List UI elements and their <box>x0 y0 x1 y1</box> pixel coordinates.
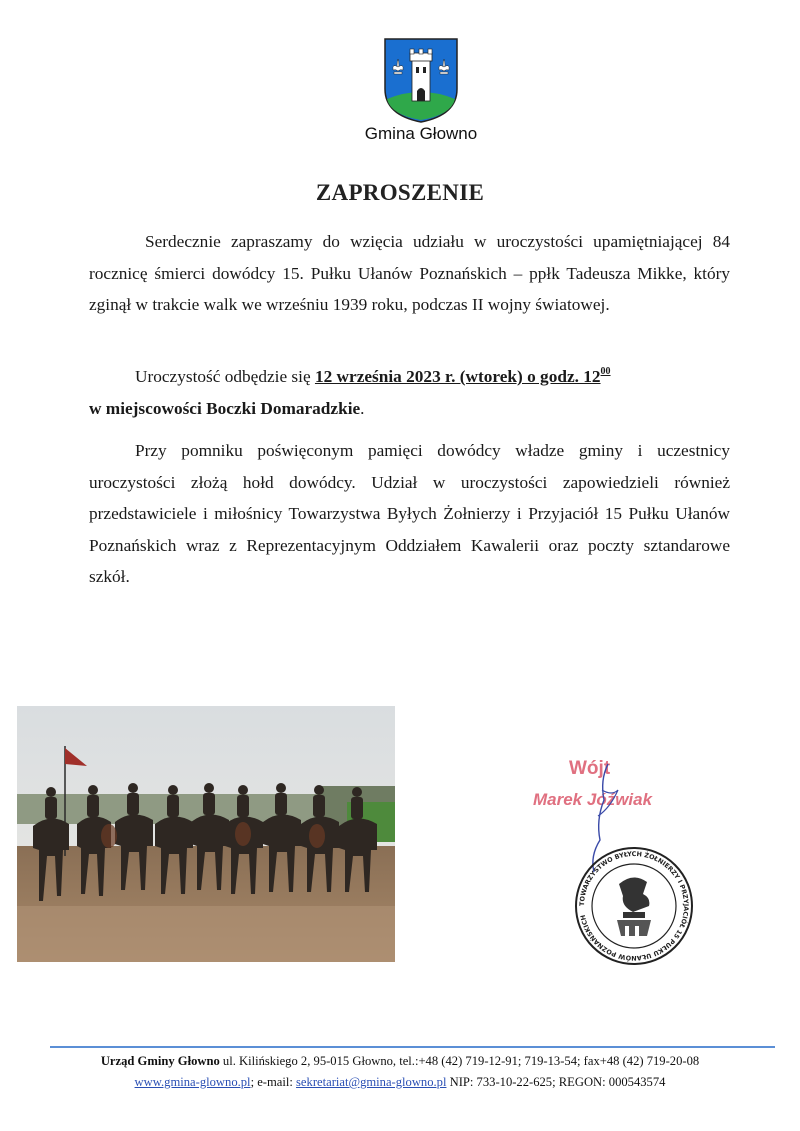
stamp-text: TOWARZYSTWO BYŁYCH ŻOŁNIERZY I PRZYJACIÓŁ 15 PUŁKU UŁANÓW POZNAŃSKICH <box>577 849 691 963</box>
website-link[interactable]: www.gmina-glowno.pl <box>134 1075 251 1089</box>
gmina-name: Gmina Głowno <box>364 124 478 143</box>
document-title: ZAPROSZENIE <box>315 180 485 205</box>
footer-divider <box>50 1046 775 1048</box>
event-date: 12 września 2023 r. (wtorek) o godz. 12 <box>314 367 601 386</box>
paragraph-date-place <box>89 361 730 424</box>
cavalry-photo <box>17 706 395 962</box>
paragraph-details: Przy pomniku poświęconym pamięci dowódcy władze gminy i uczestnicy uroczystości złożą hołd dowódcy. Udział w uroczystości zapowiedzieli również przedstawiciele i miłośnicy Towarzystwa Byłych Żołnierzy i Przyjaciół 15 Pułku Ułanów Poznańskich wraz z Reprezentacyjnym Oddziałem Kawalerii oraz poczty sztandarowe szkół. <box>89 441 730 586</box>
event-place: w miejscowości Boczki Domaradzkie <box>89 398 361 418</box>
email-link[interactable]: sekretariat@gmina-glowno.pl <box>296 1075 447 1089</box>
signature-title: Wójt <box>569 758 611 779</box>
footer-address: ul. Kilińskiego 2, 95-015 Głowno, tel.:+48 (42) 719-12-91; 719-13-54; fax+48 (42) 719-20-08 <box>219 1054 700 1068</box>
paragraph-intro: Serdecznie zapraszamy do wzięcia udziału w uroczystości upamiętniającej 84 rocznicę śmierci dowódcy 15. Pułku Ułanów Poznańskich – ppłk Tadeusza Mikke, który zginął w trakcie walk we wrześniu 1939 roku, podczas II wojny światowej. <box>89 232 730 314</box>
date-prefix: Uroczystość odbędzie się <box>135 367 315 386</box>
footer-identifiers <box>0 1075 800 1090</box>
signature-name: Marek Jóźwiak <box>533 790 653 809</box>
event-time-superscript: 00 <box>600 366 611 377</box>
footer-contact <box>0 1054 800 1069</box>
footer-ids: NIP: 733-10-22-625; REGON: 000543574 <box>446 1075 666 1089</box>
association-stamp <box>573 836 695 976</box>
footer-office-name: Urząd Gminy Głowno <box>100 1054 220 1068</box>
coat-of-arms-logo <box>383 37 459 123</box>
email-label: ; e-mail: <box>250 1075 297 1089</box>
place-suffix: . <box>360 398 365 418</box>
